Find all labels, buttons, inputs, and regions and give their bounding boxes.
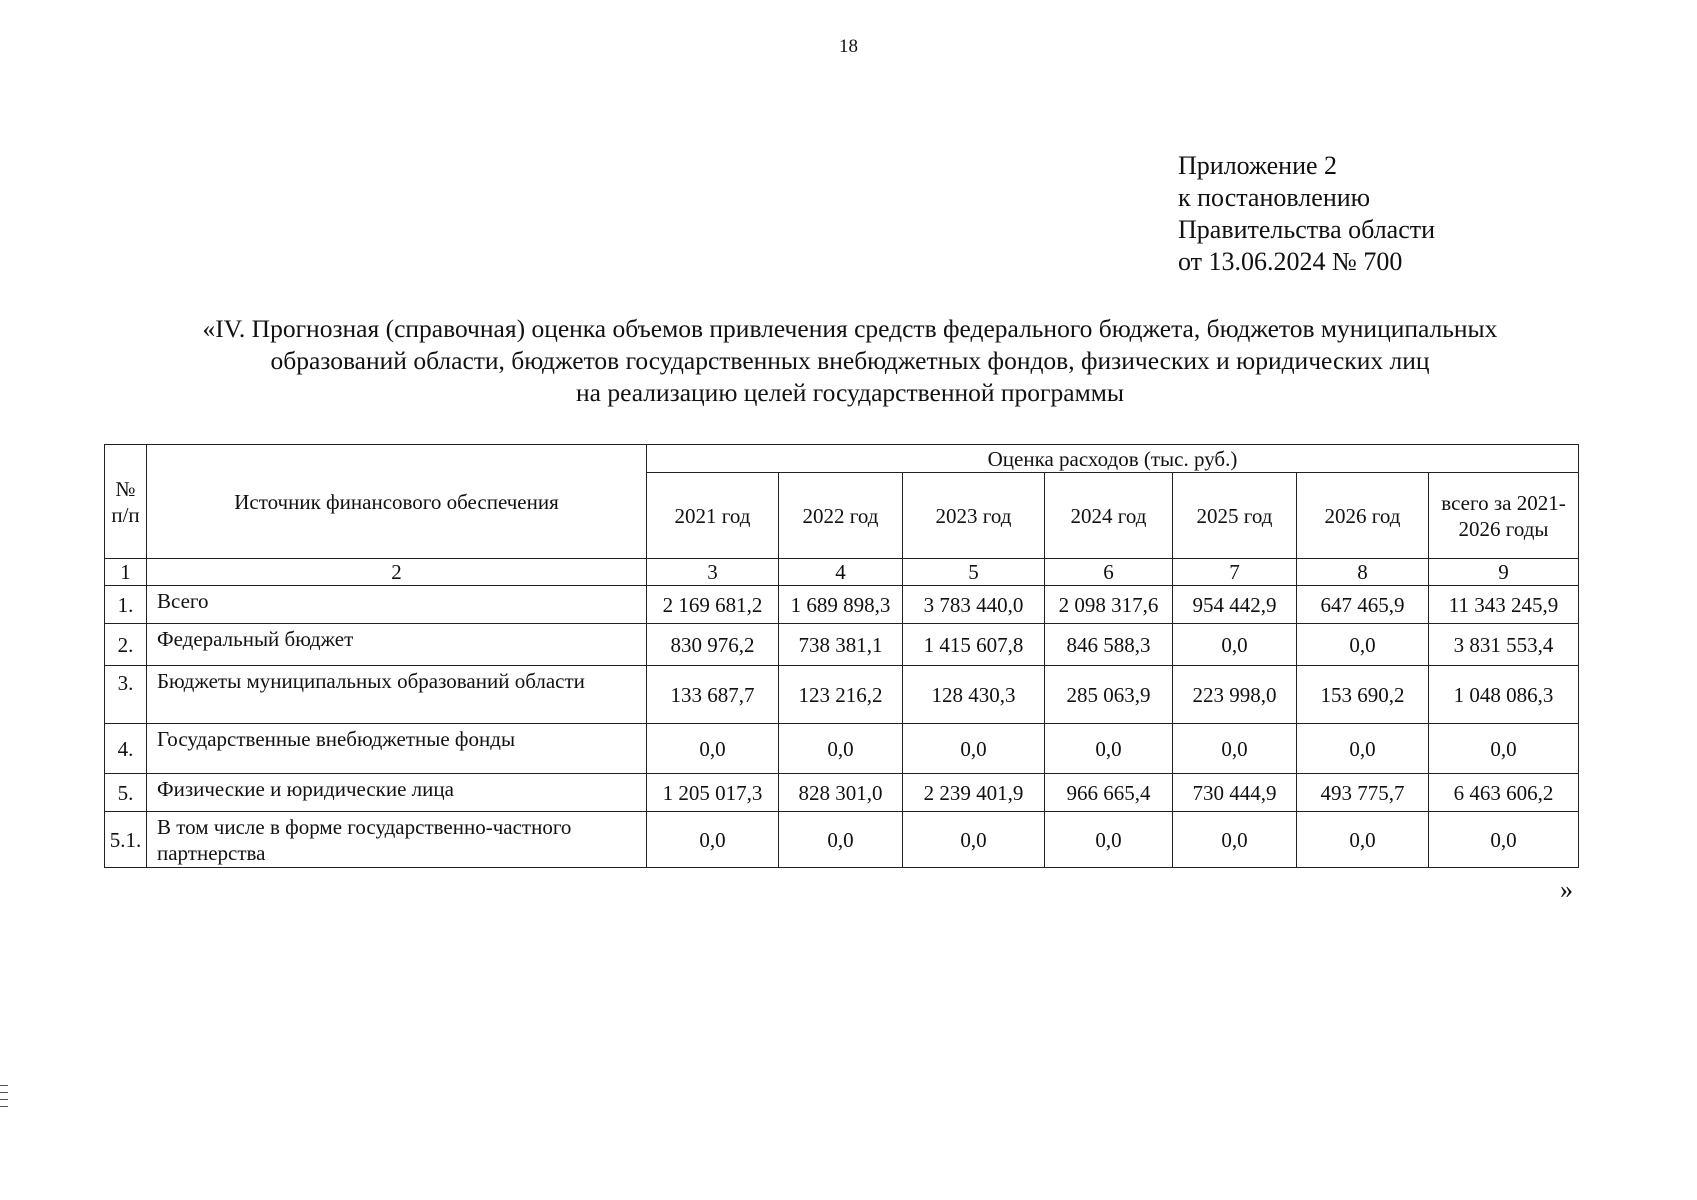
appendix-line: к постановлению xyxy=(1178,183,1371,212)
row-source: Всего xyxy=(147,586,647,624)
row-value: 0,0 xyxy=(903,812,1045,868)
row-value: 0,0 xyxy=(1429,724,1579,774)
header-group: Оценка расходов (тыс. руб.) xyxy=(647,445,1579,473)
row-number: 5.1. xyxy=(105,812,147,868)
row-value: 0,0 xyxy=(1173,812,1297,868)
row-value: 846 588,3 xyxy=(1045,624,1173,666)
funding-table xyxy=(104,444,1579,868)
row-value: 0,0 xyxy=(779,724,903,774)
row-value: 954 442,9 xyxy=(1173,586,1297,624)
row-value: 2 169 681,2 xyxy=(647,586,779,624)
column-number: 4 xyxy=(779,559,903,586)
table-row-extrabudgetary xyxy=(105,724,1579,774)
row-number: 4. xyxy=(105,724,147,774)
row-value: 493 775,7 xyxy=(1297,774,1429,812)
row-value: 0,0 xyxy=(1297,812,1429,868)
header-year: 2025 год xyxy=(1173,473,1297,559)
table-row-total xyxy=(105,586,1579,624)
column-number: 2 xyxy=(147,559,647,586)
row-value: 0,0 xyxy=(1045,812,1173,868)
row-number: 5. xyxy=(105,774,147,812)
scan-mark xyxy=(0,1092,8,1093)
row-value: 0,0 xyxy=(1045,724,1173,774)
row-value: 0,0 xyxy=(647,812,779,868)
appendix-line: Приложение 2 xyxy=(1178,151,1338,180)
row-value: 6 463 606,2 xyxy=(1429,774,1579,812)
row-number: 1. xyxy=(105,586,147,624)
row-value: 1 048 086,3 xyxy=(1429,666,1579,724)
header-total: всего за 2021-2026 годы xyxy=(1429,473,1579,559)
row-source: Физические и юридические лица xyxy=(147,774,647,812)
row-number: 2. xyxy=(105,624,147,666)
row-value: 0,0 xyxy=(1429,812,1579,868)
row-value: 0,0 xyxy=(903,724,1045,774)
row-value: 123 216,2 xyxy=(779,666,903,724)
row-value: 966 665,4 xyxy=(1045,774,1173,812)
row-source: В том числе в форме государственно-частного партнерства xyxy=(147,812,647,868)
header-year: 2026 год xyxy=(1297,473,1429,559)
table-row-individuals xyxy=(105,774,1579,812)
row-value: 128 430,3 xyxy=(903,666,1045,724)
closing-quote: » xyxy=(1560,875,1573,904)
row-value: 0,0 xyxy=(779,812,903,868)
row-value: 3 831 553,4 xyxy=(1429,624,1579,666)
row-source: Федеральный бюджет xyxy=(147,624,647,666)
appendix-line: от 13.06.2024 № 700 xyxy=(1178,247,1403,276)
row-value: 2 098 317,6 xyxy=(1045,586,1173,624)
row-value: 3 783 440,0 xyxy=(903,586,1045,624)
page-number: 18 xyxy=(839,36,858,57)
column-number: 3 xyxy=(647,559,779,586)
row-number: 3. xyxy=(105,666,147,724)
row-value: 133 687,7 xyxy=(647,666,779,724)
column-number: 7 xyxy=(1173,559,1297,586)
header-num: № п/п xyxy=(105,445,147,559)
column-number: 5 xyxy=(903,559,1045,586)
table-row-municipal xyxy=(105,666,1579,724)
row-value: 1 415 607,8 xyxy=(903,624,1045,666)
row-value: 11 343 245,9 xyxy=(1429,586,1579,624)
title-line: образований области, бюджетов государственных внебюджетных фондов, физических и юридических лиц xyxy=(270,346,1430,375)
row-value: 730 444,9 xyxy=(1173,774,1297,812)
row-value: 285 063,9 xyxy=(1045,666,1173,724)
column-number: 1 xyxy=(105,559,147,586)
section-title xyxy=(100,313,1600,409)
column-number: 8 xyxy=(1297,559,1429,586)
row-value: 0,0 xyxy=(1297,624,1429,666)
row-value: 738 381,1 xyxy=(779,624,903,666)
row-source: Бюджеты муниципальных образований области xyxy=(147,666,647,724)
table-row-federal xyxy=(105,624,1579,666)
row-value: 2 239 401,9 xyxy=(903,774,1045,812)
column-number: 9 xyxy=(1429,559,1579,586)
header-year: 2023 год xyxy=(903,473,1045,559)
row-value: 0,0 xyxy=(647,724,779,774)
appendix-line: Правительства области xyxy=(1178,215,1436,244)
row-value: 0,0 xyxy=(1297,724,1429,774)
header-year: 2021 год xyxy=(647,473,779,559)
row-value: 828 301,0 xyxy=(779,774,903,812)
row-value: 0,0 xyxy=(1173,624,1297,666)
header-year: 2022 год xyxy=(779,473,903,559)
row-value: 647 465,9 xyxy=(1297,586,1429,624)
row-value: 223 998,0 xyxy=(1173,666,1297,724)
scan-mark xyxy=(0,1085,8,1086)
header-year: 2024 год xyxy=(1045,473,1173,559)
row-value: 153 690,2 xyxy=(1297,666,1429,724)
title-line: «IV. Прогнозная (справочная) оценка объемов привлечения средств федерального бюджета, бюджетов муниципальных xyxy=(202,314,1498,343)
column-number-row xyxy=(105,559,1579,586)
header-source: Источник финансового обеспечения xyxy=(147,445,647,559)
row-source: Государственные внебюджетные фонды xyxy=(147,724,647,774)
title-line: на реализацию целей государственной программы xyxy=(576,378,1124,407)
row-value: 830 976,2 xyxy=(647,624,779,666)
appendix-block xyxy=(1178,150,1435,278)
column-number: 6 xyxy=(1045,559,1173,586)
table-row-ppp xyxy=(105,812,1579,868)
row-value: 1 205 017,3 xyxy=(647,774,779,812)
scan-mark xyxy=(0,1099,8,1100)
row-value: 1 689 898,3 xyxy=(779,586,903,624)
scan-mark xyxy=(0,1106,8,1107)
row-value: 0,0 xyxy=(1173,724,1297,774)
